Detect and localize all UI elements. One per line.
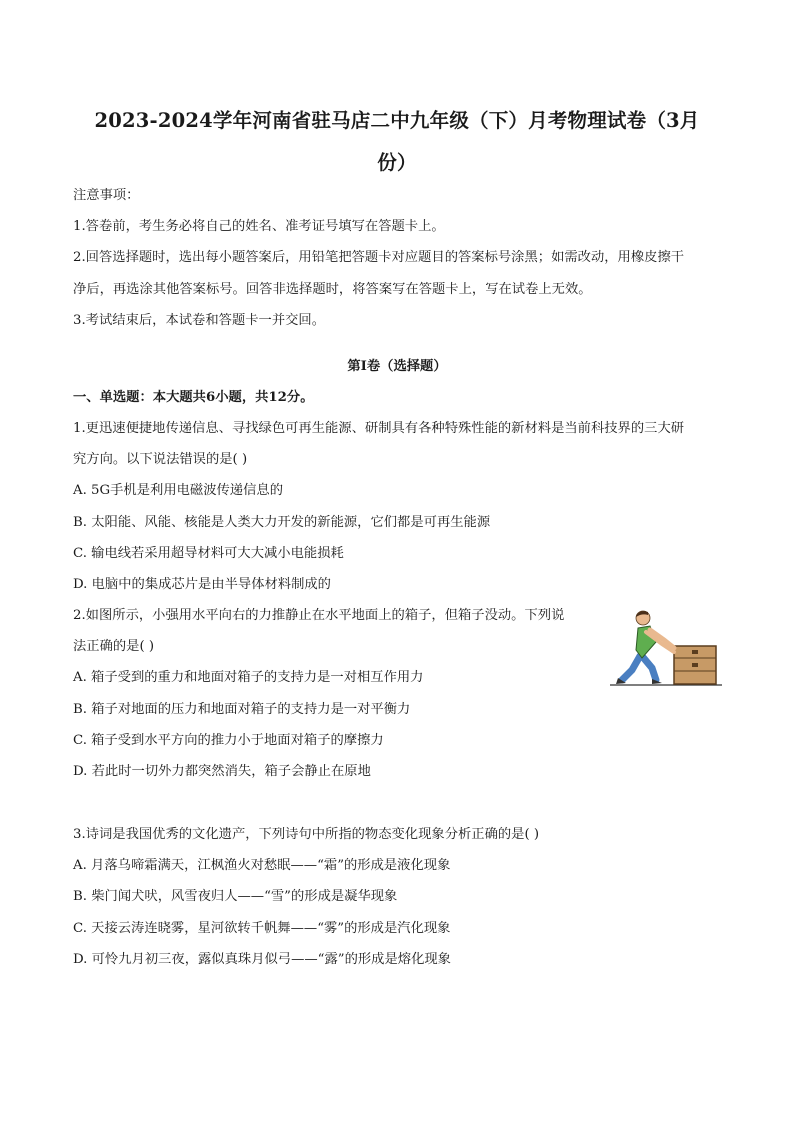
notice-item: 1.答卷前，考生务必将自己的姓名、准考证号填写在答题卡上。	[73, 219, 445, 234]
notice-heading: 注意事项：	[73, 188, 140, 203]
exam-title-line2: 份）	[377, 151, 417, 174]
question-3-option-b: B. 柴门闻犬吠，风雪夜归人——“雪”的形成是凝华现象	[73, 889, 398, 904]
question-3-option-a: A. 月落乌啼霜满天，江枫渔火对愁眠——“霜”的形成是液化现象	[73, 858, 451, 873]
boy-pushing-box-illustration	[610, 606, 722, 690]
question-3-option-c: C. 天接云涛连晓雾，星河欲转千帆舞——“雾”的形成是汽化现象	[73, 921, 451, 936]
part-heading: 一、单选题：本大题共6小题，共12分。	[73, 390, 314, 405]
question-1-option-b: B. 太阳能、风能、核能是人类大力开发的新能源，它们都是可再生能源	[73, 515, 491, 530]
section-title: 第I卷（选择题）	[347, 359, 447, 374]
notice-item: 2.回答选择题时，选出每小题答案后，用铅笔把答题卡对应题目的答案标号涂黑；如需改动，用橡皮擦干	[73, 250, 685, 265]
question-1-option-a: A. 5G手机是利用电磁波传递信息的	[73, 483, 283, 498]
question-2-option-b: B. 箱子对地面的压力和地面对箱子的支持力是一对平衡力	[73, 702, 411, 717]
question-1-option-c: C. 输电线若采用超导材料可大大减小电能损耗	[73, 546, 344, 561]
question-1-stem-line1: 1.更迅速便捷地传递信息、寻找绿色可再生能源、研制具有各种特殊性能的新材料是当前科技界的三大研	[73, 421, 685, 436]
notice-item: 3.考试结束后，本试卷和答题卡一并交回。	[73, 313, 326, 328]
exam-title	[60, 100, 734, 184]
notice-item: 净后，再选涂其他答案标号。回答非选择题时，将答案写在答题卡上，写在试卷上无效。	[73, 282, 592, 297]
question-1-stem-line2: 究方向。以下说法错误的是( )	[73, 452, 248, 467]
question-2-stem-line2: 法正确的是( )	[73, 639, 155, 654]
question-3-stem: 3.诗词是我国优秀的文化遗产，下列诗句中所指的物态变化现象分析正确的是( )	[73, 827, 540, 842]
question-2-option-c: C. 箱子受到水平方向的推力小于地面对箱子的摩擦力	[73, 733, 384, 748]
question-2-stem-line1: 2.如图所示，小强用水平向右的力推静止在水平地面上的箱子，但箱子没动。下列说	[73, 608, 565, 623]
exam-title-line1: 2023-2024学年河南省驻马店二中九年级（下）月考物理试卷（3月	[94, 109, 700, 132]
question-1-option-d: D. 电脑中的集成芯片是由半导体材料制成的	[73, 577, 331, 592]
question-2-option-a: A. 箱子受到的重力和地面对箱子的支持力是一对相互作用力	[73, 670, 424, 685]
question-2-option-d: D. 若此时一切外力都突然消失，箱子会静止在原地	[73, 764, 371, 779]
question-3-option-d: D. 可怜九月初三夜，露似真珠月似弓——“露”的形成是熔化现象	[73, 952, 451, 967]
